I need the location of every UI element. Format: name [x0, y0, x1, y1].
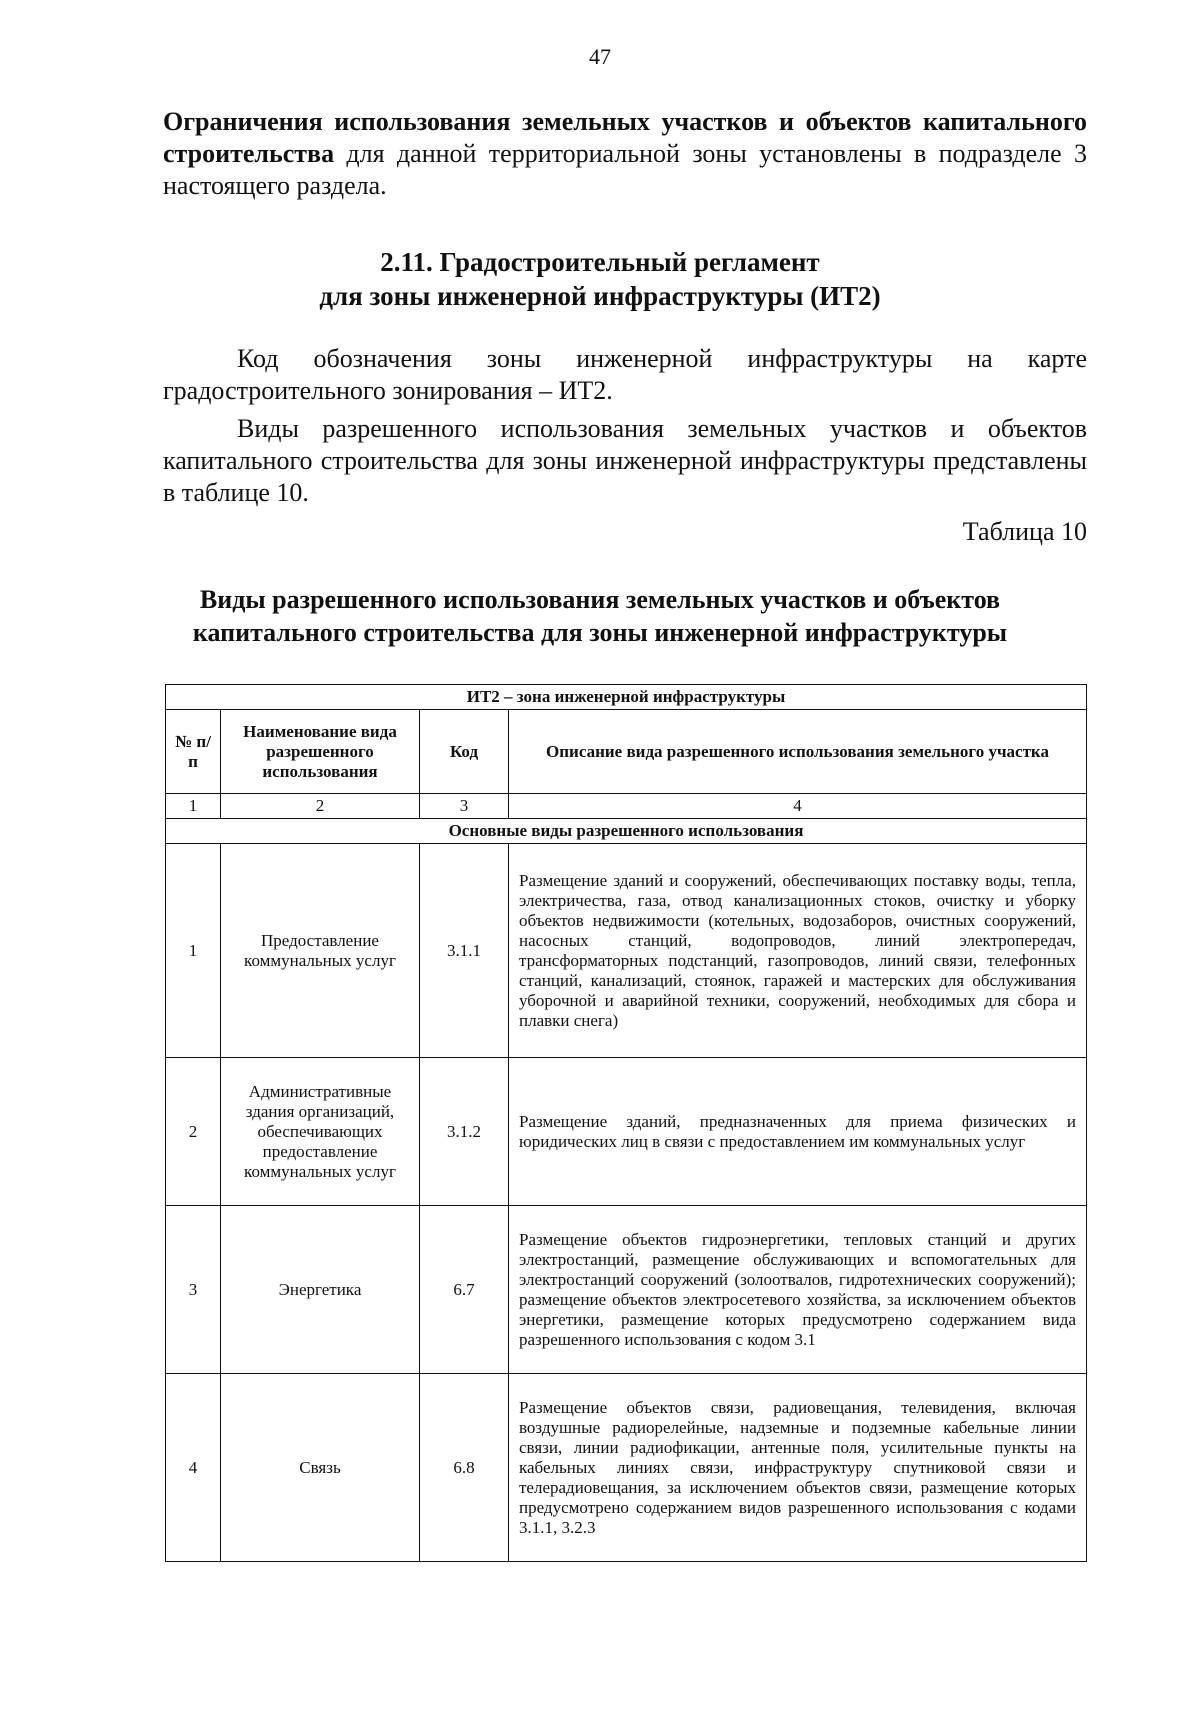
table-row	[166, 1374, 1087, 1562]
row-description: Размещение зданий и сооружений, обеспечивающих поставку воды, тепла, электричества, газа, отвод канализационных стоков, очистку и уборку объектов недвижимости (котельных, водозаборов, очистных сооружений, насосных станций, водопроводов, линий электропередач, трансформаторных подстанций, газопроводов, линий связи, телефонных станций, канализаций, стоянок, гаражей и мастерских для обслуживания уборочной и аварийной техники, сооружений, необходимых для сбора и плавки снега)	[509, 844, 1087, 1058]
row-code: 3.1.2	[420, 1058, 509, 1206]
header-code: Код	[420, 710, 509, 794]
row-code: 6.7	[420, 1206, 509, 1374]
section-header-row	[166, 819, 1087, 844]
row-code: 3.1.1	[420, 844, 509, 1058]
restrictions-rest: для данной территориальной зоны установлены в подразделе 3 настоящего раздела.	[163, 139, 1087, 200]
table-caption: Таблица 10	[962, 517, 1087, 546]
row-name: Связь	[221, 1374, 420, 1562]
row-num: 2	[166, 1058, 221, 1206]
row-description: Размещение объектов гидроэнергетики, тепловых станций и других электростанций, размещение обслуживающих и вспомогательных для электростанций сооружений (золоотвалов, гидротехнических сооружений); размещение объектов электросетевого хозяйства, за исключением объектов энергетики, размещение которых предусмотрено содержанием вида разрешенного использования с кодом 3.1	[509, 1206, 1087, 1374]
code-designation-paragraph: Код обозначения зоны инженерной инфраструктуры на карте градостроительного зонирования – ИТ2.	[163, 344, 1087, 405]
table-row	[166, 1058, 1087, 1206]
table-title-line1: Виды разрешенного использования земельных участков и объектов	[199, 585, 1001, 614]
table-title-line2: капитального строительства для зоны инженерной инфраструктуры	[192, 618, 1008, 647]
row-num: 1	[166, 844, 221, 1058]
row-description: Размещение зданий, предназначенных для приема физических и юридических лиц в связи с предоставлением им коммунальных услуг	[509, 1058, 1087, 1206]
land-use-table	[165, 684, 1087, 1562]
header-num: № п/п	[166, 710, 221, 794]
row-description: Размещение объектов связи, радиовещания, телевидения, включая воздушные радиорелейные, надземные и подземные кабельные линии связи, линии радиофикации, антенные поля, усилительные пункты на кабельных линиях связи, инфраструктуру спутниковой связи и телерадиовещания, за исключением объектов связи, размещение которых предусмотрено содержанием видов разрешенного использования с кодами 3.1.1, 3.2.3	[509, 1374, 1087, 1562]
column-number: 1	[166, 794, 221, 819]
column-header-row	[166, 710, 1087, 794]
column-number-row	[166, 794, 1087, 819]
table-title	[0, 583, 1200, 649]
section-heading-line2: для зоны инженерной инфраструктуры (ИТ2)	[319, 281, 881, 311]
row-num: 4	[166, 1374, 221, 1562]
column-number: 2	[221, 794, 420, 819]
header-description: Описание вида разрешенного использования земельного участка	[509, 710, 1087, 794]
section-header: Основные виды разрешенного использования	[166, 819, 1087, 844]
zone-header: ИТ2 – зона инженерной инфраструктуры	[166, 685, 1087, 710]
column-number: 4	[509, 794, 1087, 819]
restrictions-paragraph	[163, 106, 1087, 202]
table-row	[166, 844, 1087, 1058]
restrictions-lead: Ограничения использования земельных участков и объектов капитального строительства	[163, 107, 1087, 168]
row-name: Энергетика	[221, 1206, 420, 1374]
table-row	[166, 1206, 1087, 1374]
zone-header-row	[166, 685, 1087, 710]
section-heading	[0, 245, 1200, 313]
types-presented-paragraph: Виды разрешенного использования земельных участков и объектов капитального строительства для зоны инженерной инфраструктуры представлены в таблице 10.	[163, 414, 1087, 507]
row-name: Предоставление коммунальных услуг	[221, 844, 420, 1058]
row-num: 3	[166, 1206, 221, 1374]
page-number: 47	[589, 44, 611, 69]
column-number: 3	[420, 794, 509, 819]
row-code: 6.8	[420, 1374, 509, 1562]
section-heading-line1: 2.11. Градостроительный регламент	[380, 247, 820, 277]
row-name: Административные здания организаций, обеспечивающих предоставление коммунальных услуг	[221, 1058, 420, 1206]
header-name: Наименование вида разрешенного использования	[221, 710, 420, 794]
